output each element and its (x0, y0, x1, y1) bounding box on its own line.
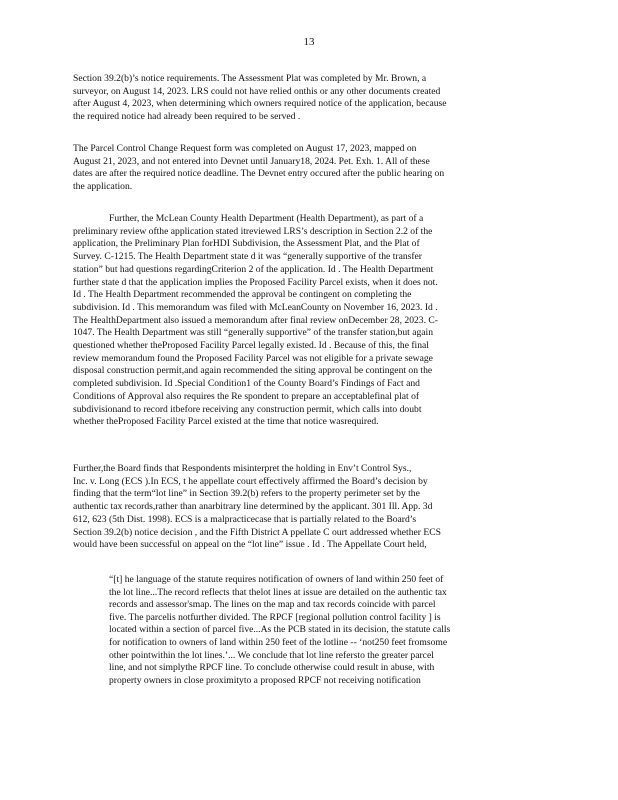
text-line: Section 39.2(b) notice decision , and the Fifth District A ppellate C ourt addressed whether ECS (73, 526, 441, 538)
text-line: review memorandum found the Proposed Facility Parcel was not eligible for a private sewage (73, 352, 433, 364)
quote-line: records and assessor'smap. The lines on the map and tax records coincide with parcel (109, 599, 436, 611)
text-line: authentic tax records,rather than anarbitrary line determined by the applicant. 301 Ill. App. 3d (73, 501, 433, 513)
paragraph-parcel-control (73, 143, 543, 194)
page-number: 13 (303, 36, 315, 48)
text-line: after August 4, 2023, when determining which owners required notice of the application, because (73, 98, 447, 110)
paragraph-ecs-holding (73, 463, 543, 552)
quote-line: other pointwithin the lot lines.’... We conclude that lot line refersto the greater parcel (109, 649, 434, 661)
text-line: subdivisionand to record itbefore receiving any construction permit, which calls into doubt (73, 403, 422, 415)
text-line: dates are after the required notice deadline. The Devnet entry occured after the public hearing on (73, 168, 445, 180)
text-line: would have been successful on appeal on the “lot line” issue . Id . The Appellate Court held, (73, 539, 427, 551)
quote-line: “[t] he language of the statute requires notification of owners of land within 250 feet of (109, 574, 444, 585)
text-line: further state d that the application implies the Proposed Facility Parcel exists, when it does not. (73, 276, 438, 288)
text-line: Id . The Health Department recommended the approval be contingent on completing the (73, 289, 412, 301)
text-line: subdivision. Id . This memorandum was filed with McLeanCounty on November 16, 2023. Id . (73, 301, 438, 313)
text-line: preliminary review ofthe application stated itreviewed LRS’s description in Section 2.2 of the (73, 225, 433, 237)
text-line: station” but had questions regardingCriterion 2 of the application. Id . The Health Department (73, 263, 434, 275)
text-line: whether theProposed Facility Parcel existed at the time that notice wasrequired. (73, 416, 379, 428)
text-line: disposal construction permit,and again recommended the siting approval be contingent on the (73, 365, 433, 377)
paragraph-health-department (73, 213, 543, 429)
text-line: the application. (73, 181, 133, 193)
text-line: application, the Preliminary Plan forHDI Subdivision, the Assessment Plat, and the Plat of (73, 238, 420, 250)
text-line: questioned whether theProposed Facility Parcel legally existed. Id . Because of this, the final (73, 340, 429, 352)
text-line: The HealthDepartment also issued a memorandum after final review onDecember 28, 2023. C- (73, 314, 438, 326)
quote-line: the lot line...The record reflects that thelot lines at issue are detailed on the authentic tax (109, 586, 447, 598)
text-line: 612, 623 (5th Dist. 1998). ECS is a malpracticecase that is partially related to the Board’s (73, 513, 417, 525)
text-line: Further,the Board finds that Respondents misinterpret the holding in Env’t Control Sys., (73, 463, 412, 474)
text-line: August 21, 2023, and not entered into Devnet until January18, 2024. Pet. Exh. 1. All of these (73, 155, 430, 167)
text-line: finding that the term“lot line” in Section 39.2(b) refers to the property perimeter set by the (73, 488, 420, 500)
text-line: 1047. The Health Department was still “generally supportive” of the transfer station,but again (73, 327, 434, 339)
quote-line: property owners in close proximityto a proposed RPCF not receiving notification (109, 674, 421, 686)
text-line: Conditions of Approval also requires the Re spondent to prepare an acceptablefinal plat of (73, 390, 420, 402)
text-line: Survey. C-1215. The Health Department state d it was “generally supportive of the transfer (73, 251, 423, 263)
text-line: completed subdivision. Id .Special Condition1 of the County Board’s Findings of Fact and (73, 378, 420, 390)
paragraph-notice-requirements (73, 73, 543, 124)
text-line: The Parcel Control Change Request form was completed on August 17, 2023, mapped on (73, 143, 417, 154)
text-line: Further, the McLean County Health Department (Health Department), as part of a (109, 213, 424, 224)
quote-line: line, and not simplythe RPCF line. To conclude otherwise could result in abuse, with (109, 662, 435, 674)
quote-line: for notification to owners of land within 250 feet of the lotline -- ‘not250 feet fromsome (109, 636, 448, 648)
quote-line: located within a section of parcel five...As the PCB stated in its decision, the statute calls (109, 624, 451, 636)
text-line: surveyor, on August 14, 2023. LRS could not have relied onthis or any other documents created (73, 85, 441, 97)
text-line: the required notice had already been required to be served . (73, 111, 301, 123)
text-line: Section 39.2(b)’s notice requirements. The Assessment Plat was completed by Mr. Brown, a (73, 73, 427, 84)
quote-line: five. The parcelis notfurther divided. The RPCF [regional pollution control facility ] is (109, 611, 441, 623)
block-quote (109, 574, 529, 687)
text-line: Inc. v. Long (ECS ).In ECS, t he appellate court effectively affirmed the Board’s decision by (73, 475, 428, 487)
